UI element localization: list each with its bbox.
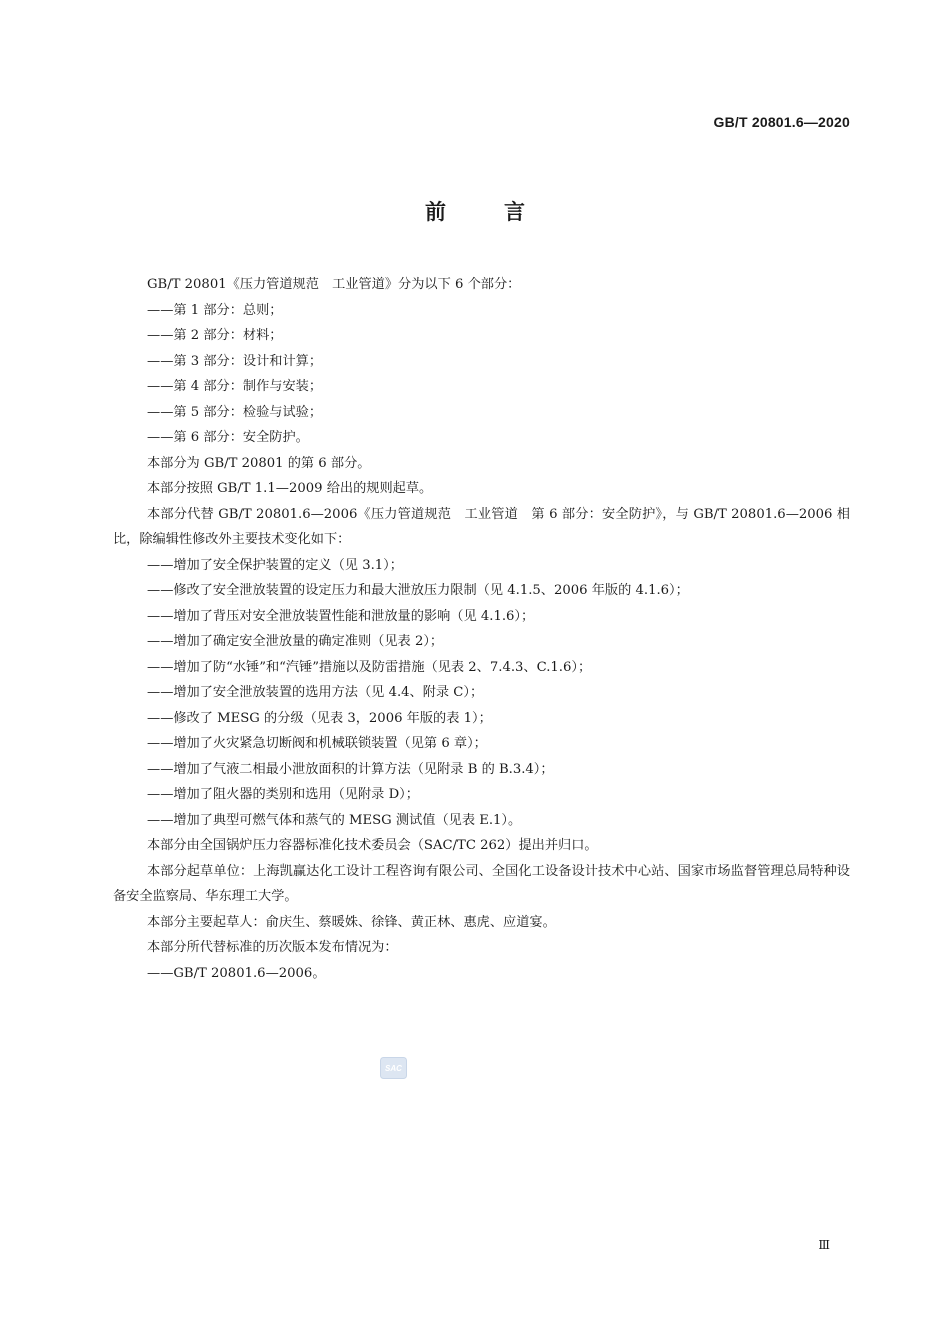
paragraph: 本部分主要起草人：俞庆生、蔡暖姝、徐锋、黄正林、惠虎、应道宴。 <box>147 914 556 930</box>
list-item: ——增加了阻火器的类别和选用（见附录 D）； <box>147 787 419 802</box>
paragraph: 本部分为 GB/T 20801 的第 6 部分。 <box>147 455 371 471</box>
list-item: ——第 5 部分：检验与试验； <box>147 404 323 420</box>
paragraph: 本部分所代替标准的历次版本发布情况为： <box>147 940 398 955</box>
list-item: ——GB/T 20801.6—2006。 <box>147 965 326 981</box>
list-item: ——第 1 部分：总则； <box>147 302 283 318</box>
paragraph: GB/T 20801《压力管道规范 工业管道》分为以下 6 个部分： <box>147 277 521 292</box>
list-item: ——增加了安全保护装置的定义（见 3.1）； <box>147 557 403 573</box>
list-item: ——第 2 部分：材料； <box>147 328 283 343</box>
list-item: ——增加了火灾紧急切断阀和机械联锁装置（见第 6 章）； <box>147 736 487 751</box>
paragraph: 本部分起草单位：上海凯赢达化工设计工程咨询有限公司、全国化工设备设计技术中心站、国家市场监督管理总局特种设备安全监察局、华东理工大学。 <box>113 863 850 904</box>
list-item: ——第 3 部分：设计和计算； <box>147 353 323 369</box>
page-title: 前言 <box>425 200 583 224</box>
list-item: ——增加了确定安全泄放量的确定准则（见表 2）； <box>147 634 444 649</box>
paragraph: 本部分代替 GB/T 20801.6—2006《压力管道规范 工业管道 第 6 部分：安全防护》，与 GB/T 20801.6—2006 相比，除编辑性修改外主要技术变化如下： <box>113 506 850 547</box>
page-number: Ⅲ <box>818 1238 830 1252</box>
list-item: ——修改了安全泄放装置的设定压力和最大泄放压力限制（见 4.1.5、2006 年版的 4.1.6）； <box>147 583 689 598</box>
list-item: ——增加了防“水锤”和“汽锤”措施以及防雷措施（见表 2、7.4.3、C.1.6）； <box>147 659 592 675</box>
paragraph: 本部分由全国锅炉压力容器标准化技术委员会（SAC/TC 262）提出并归口。 <box>147 838 598 853</box>
sac-watermark-logo <box>380 1057 407 1079</box>
list-item: ——第 6 部分：安全防护。 <box>147 430 309 445</box>
standard-code: GB/T 20801.6—2020 <box>713 114 850 130</box>
list-item: ——增加了气液二相最小泄放面积的计算方法（见附录 B 的 B.3.4）； <box>147 761 554 777</box>
list-item: ——修改了 MESG 的分级（见表 3，2006 年版的表 1）； <box>147 710 492 726</box>
sac-watermark-text: SAC <box>385 1064 402 1073</box>
list-item: ——增加了背压对安全泄放装置性能和泄放量的影响（见 4.1.6）； <box>147 608 535 624</box>
foreword-body <box>113 272 850 986</box>
list-item: ——第 4 部分：制作与安装； <box>147 379 323 394</box>
list-item: ——增加了典型可燃气体和蒸气的 MESG 测试值（见表 E.1）。 <box>147 812 522 828</box>
paragraph: 本部分按照 GB/T 1.1—2009 给出的规则起草。 <box>147 481 433 496</box>
list-item: ——增加了安全泄放装置的选用方法（见 4.4、附录 C）； <box>147 685 484 700</box>
